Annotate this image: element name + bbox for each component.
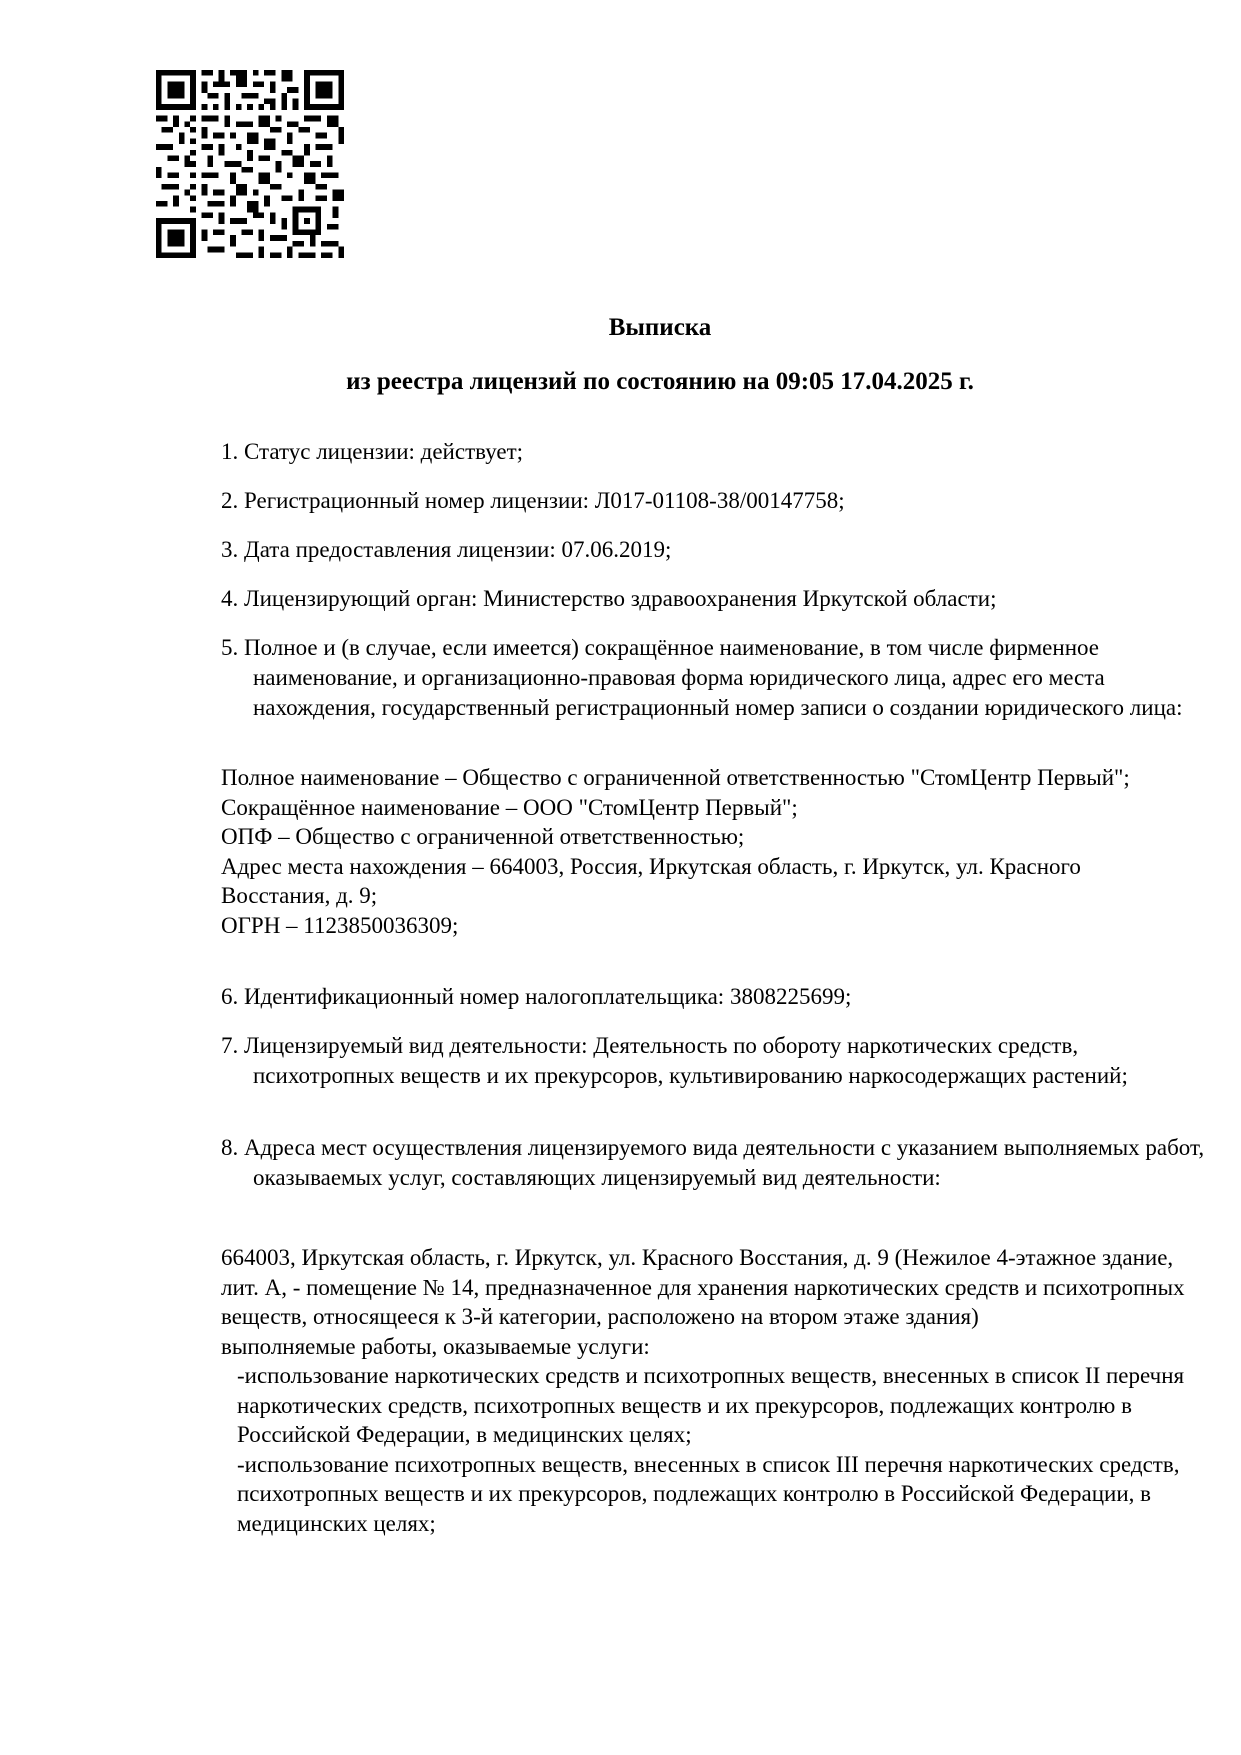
org-legal-form: ОПФ – Общество с ограниченной ответственностью; <box>221 824 745 849</box>
item-activity-places-heading: 8. Адреса мест осуществления лицензируемого вида деятельности с указанием выполняемых работ, оказываемых услуг, составляющих лицензируемый вид деятельности: <box>221 1135 1205 1190</box>
service-item: -использование наркотических средств и психотропных веществ, внесенных в список II перечня наркотических средств, психотропных веществ и их прекурсоров, подлежащих контролю в Российской Федерации, в медицинских целях; <box>237 1363 1185 1447</box>
item-inn: 6. Идентификационный номер налогоплательщика: 3808225699; <box>221 984 852 1009</box>
item-licensing-authority: 4. Лицензирующий орган: Министерство здравоохранения Иркутской области; <box>221 586 997 611</box>
item-activity-type: 7. Лицензируемый вид деятельности: Деятельность по обороту наркотических средств, психотропных веществ и их прекурсоров, культивированию наркосодержащих растений; <box>221 1033 1128 1088</box>
org-short-name: Сокращённое наименование – ООО "СтомЦентр Первый"; <box>221 794 798 820</box>
org-ogrn: ОГРН – 1123850036309; <box>221 912 459 938</box>
item-registration-number: 2. Регистрационный номер лицензии: Л017-01108-38/00147758; <box>221 488 845 513</box>
activity-address: 664003, Иркутская область, г. Иркутск, ул. Красного Восстания, д. 9 (Нежилое 4-этажное здание, лит. А, - помещение № 14, предназначенное для хранения наркотических средств и психотропных веществ, относящееся к 3-й категории, расположено на втором этаже здания) <box>221 1245 1185 1329</box>
org-full-name: Полное наименование – Общество с ограниченной ответственностью "СтомЦентр Первый"; <box>221 765 1130 790</box>
qr-code-icon <box>156 70 344 258</box>
activity-place-details <box>221 1243 1191 1538</box>
item-grant-date: 3. Дата предоставления лицензии: 07.06.2019; <box>221 537 672 562</box>
document-subtitle: из реестра лицензий по состоянию на 09:05 17.04.2025 г. <box>346 368 974 395</box>
services-list <box>221 1361 1191 1538</box>
document-title: Выписка <box>608 314 712 341</box>
service-item: -использование психотропных веществ, внесенных в список III перечня наркотических средств, психотропных веществ и их прекурсоров, подлежащих контролю в Российской Федерации, в медицинских целях; <box>237 1451 1180 1536</box>
org-address: Адрес места нахождения – 664003, Россия, Иркутская область, г. Иркутск, ул. Красного Восстания, д. 9; <box>221 853 1081 908</box>
organization-details <box>221 763 1191 940</box>
item-organization-heading: 5. Полное и (в случае, если имеется) сокращённое наименование, в том числе фирменное наименование, и организационно-правовая форма юридического лица, адрес его места нахождения, государственный регистрационный номер записи о создании юридического лица: <box>221 635 1183 720</box>
services-heading: выполняемые работы, оказываемые услуги: <box>221 1333 650 1359</box>
item-license-status: 1. Статус лицензии: действует; <box>221 439 524 464</box>
